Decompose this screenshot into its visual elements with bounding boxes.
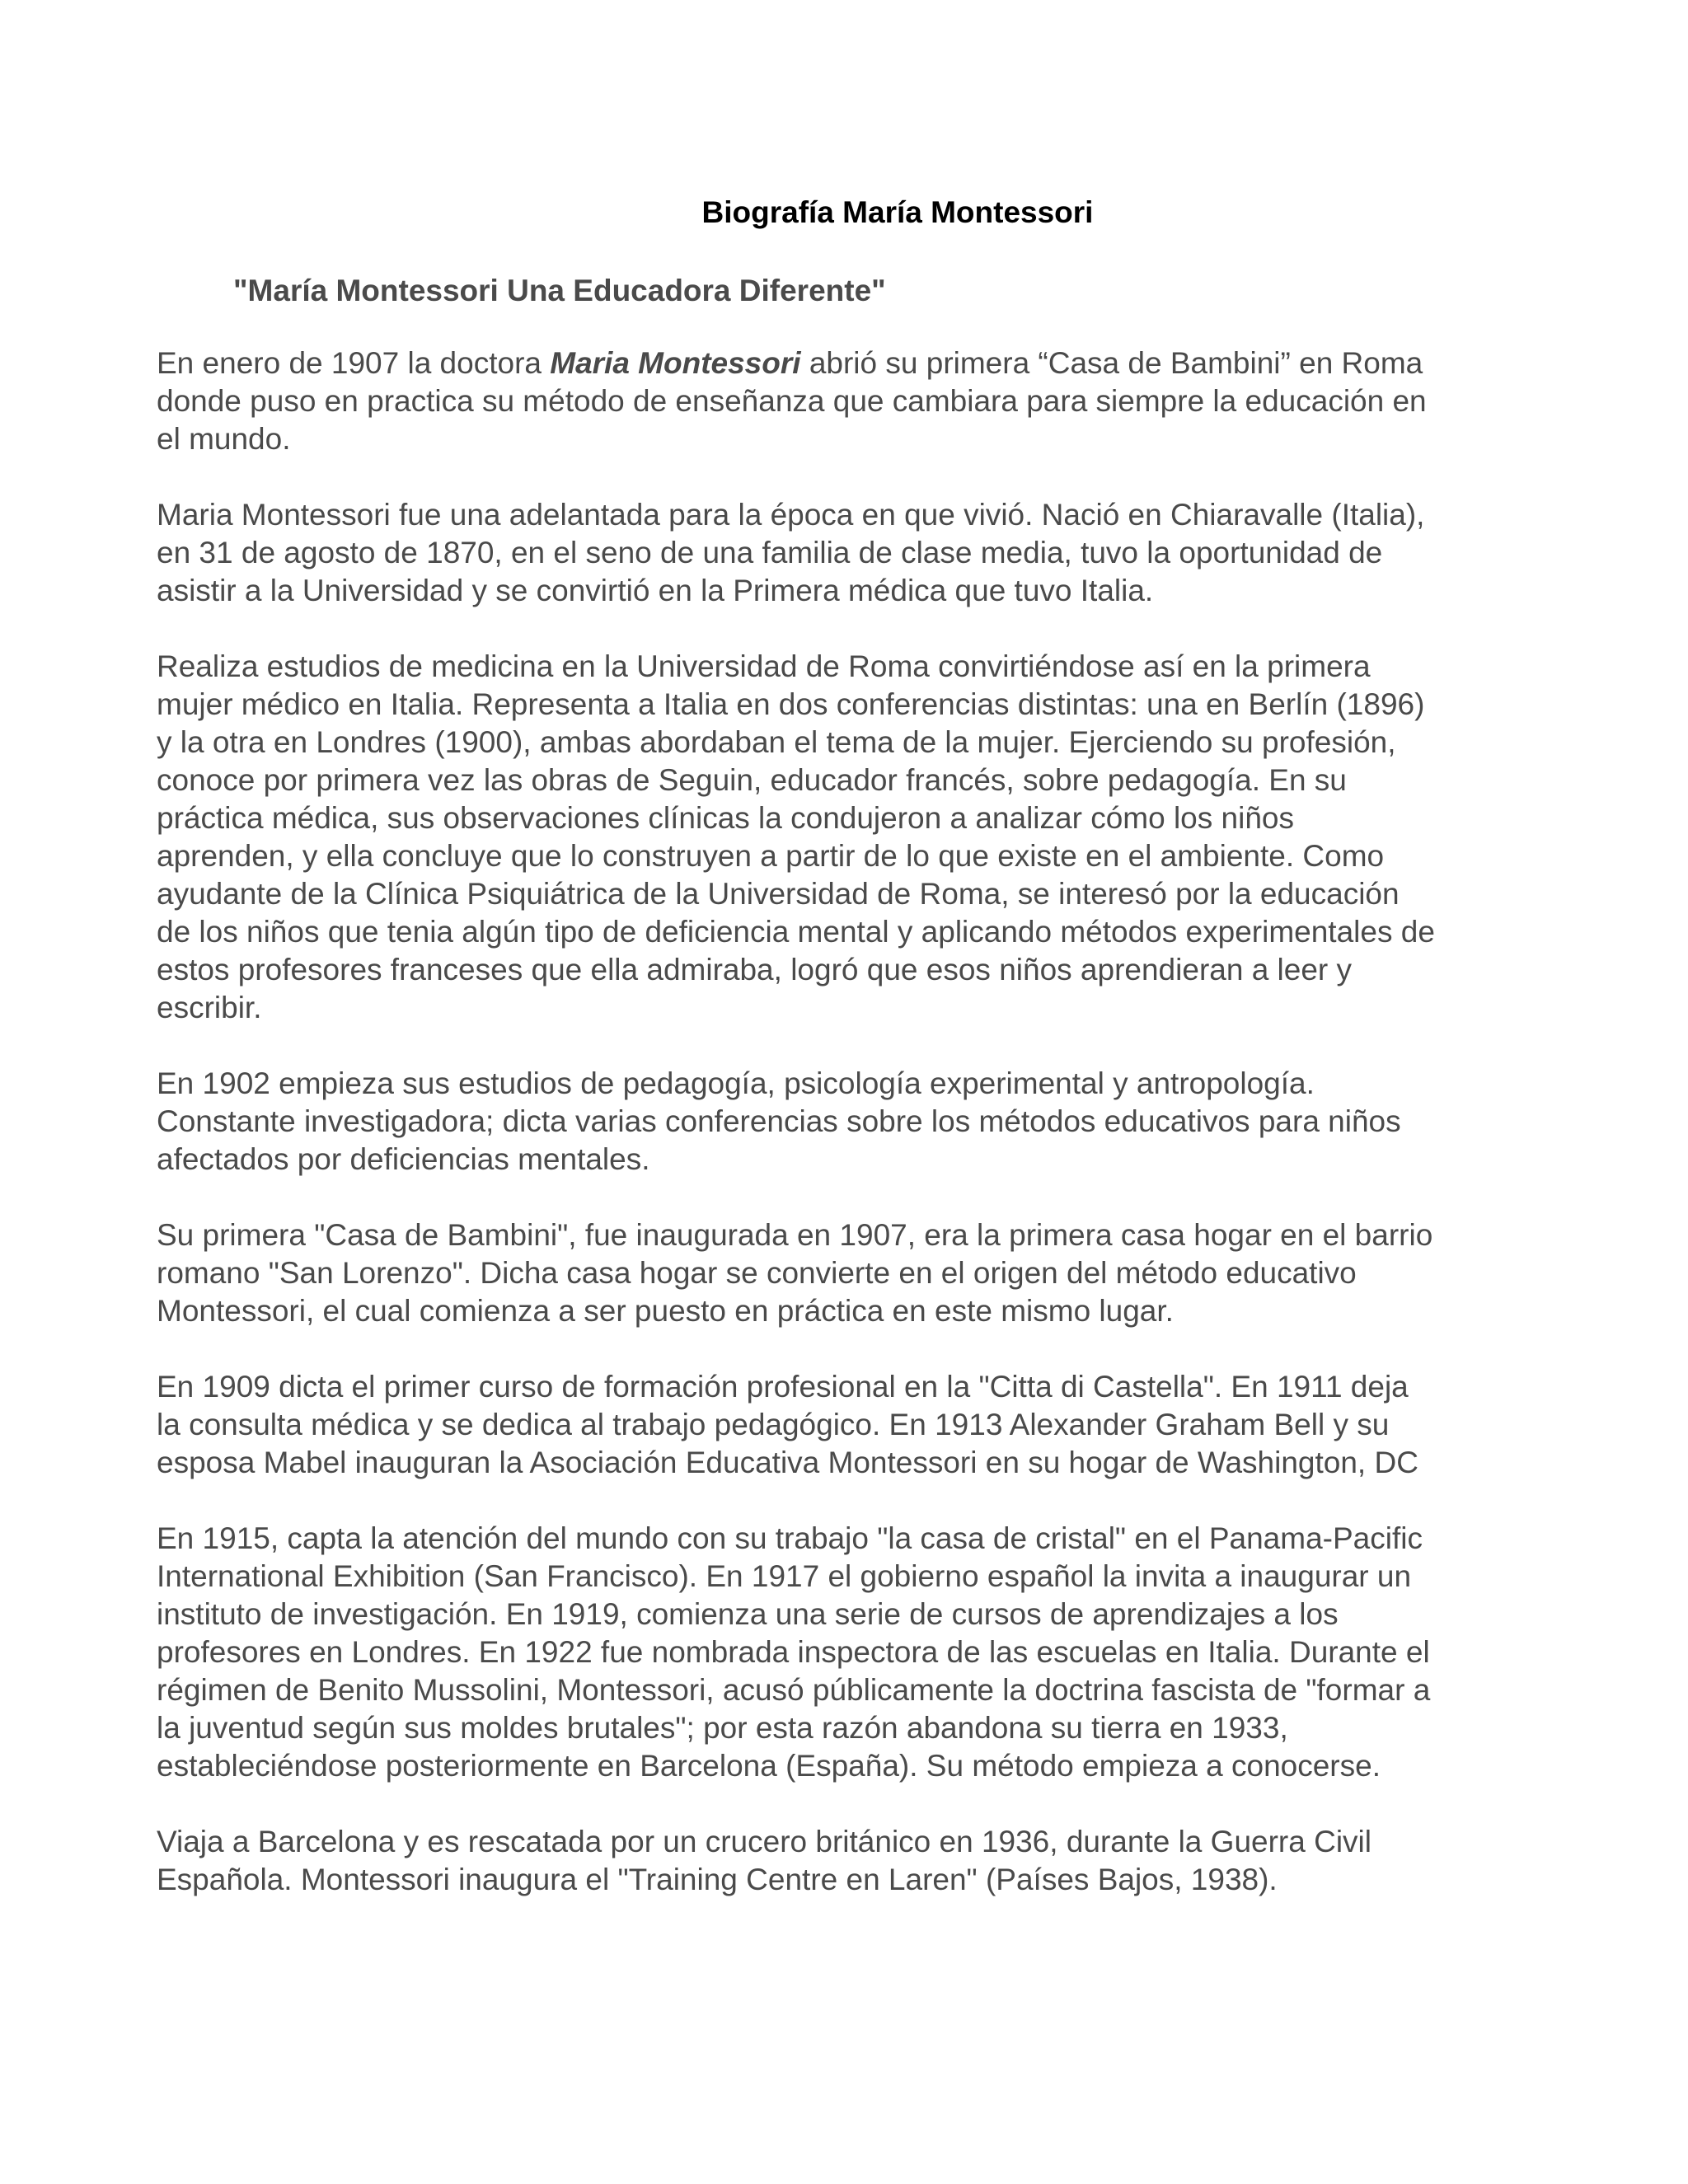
paragraph-line: En 1909 dicta el primer curso de formación profesional en la "Citta di Castella". En 1911 deja — [157, 1370, 1409, 1404]
paragraph-line: estableciéndose posteriormente en Barcelona (España). Su método empieza a conocerse. — [157, 1749, 1381, 1783]
paragraph-line: Su primera "Casa de Bambini", fue inaugurada en 1907, era la primera casa hogar en el barrio — [157, 1218, 1433, 1252]
document-body — [157, 344, 1541, 1937]
paragraph-line: en 31 de agosto de 1870, en el seno de una familia de clase media, tuvo la oportunidad de — [157, 536, 1383, 569]
paragraph-line: estos profesores franceses que ella admiraba, logró que esos niños aprendieran a leer y — [157, 953, 1353, 987]
paragraph-8 — [157, 1823, 1541, 1899]
paragraph-line: práctica médica, sus observaciones clínicas la condujeron a analizar cómo los niños — [157, 801, 1294, 835]
paragraph-line: Constante investigadora; dicta varias conferencias sobre los métodos educativos para niños — [157, 1104, 1401, 1138]
page-subtitle: "María Montessori Una Educadora Diferente" — [233, 274, 886, 307]
paragraph-4 — [157, 1065, 1541, 1179]
paragraph-3 — [157, 648, 1541, 1027]
paragraph-line: afectados por deficiencias mentales. — [157, 1142, 650, 1176]
paragraph-line: Realiza estudios de medicina en la Universidad de Roma convirtiéndose así en la primera — [157, 649, 1371, 683]
paragraph-line: profesores en Londres. En 1922 fue nombrada inspectora de las escuelas en Italia. Durante el — [157, 1635, 1430, 1669]
paragraph-line: Española. Montessori inaugura el "Training Centre en Laren" (Países Bajos, 1938). — [157, 1863, 1278, 1896]
paragraph-line: asistir a la Universidad y se convirtió en la Primera médica que tuvo Italia. — [157, 574, 1154, 607]
paragraph-line: mujer médico en Italia. Representa a Italia en dos conferencias distintas: una en Berlín (1896) — [157, 687, 1425, 721]
paragraph-line: Montessori, el cual comienza a ser puesto en práctica en este mismo lugar. — [157, 1294, 1174, 1328]
paragraph-line: escribir. — [157, 991, 262, 1024]
paragraph-line: la juventud según sus moldes brutales"; por esta razón abandona su tierra en 1933, — [157, 1711, 1288, 1745]
paragraph-line: régimen de Benito Mussolini, Montessori, acusó públicamente la doctrina fascista de "formar a — [157, 1673, 1431, 1707]
paragraph-1-line-1: En enero de 1907 la doctora Maria Montessori abrió su primera “Casa de Bambini” en Roma — [157, 346, 1423, 380]
paragraph-line: romano "San Lorenzo". Dicha casa hogar se convierte en el origen del método educativo — [157, 1256, 1357, 1290]
paragraph-5 — [157, 1216, 1541, 1330]
emphasized-name: Maria Montessori — [550, 346, 801, 380]
paragraph-6 — [157, 1368, 1541, 1482]
paragraph-line: ayudante de la Clínica Psiquiátrica de la Universidad de Roma, se interesó por la educación — [157, 877, 1400, 911]
paragraph-line: En 1902 empieza sus estudios de pedagogía, psicología experimental y antropología. — [157, 1066, 1315, 1100]
page-title: Biografía María Montessori — [701, 195, 1094, 229]
paragraph-line: Maria Montessori fue una adelantada para la época en que vivió. Nació en Chiaravalle (Italia), — [157, 498, 1425, 532]
paragraph-line: conoce por primera vez las obras de Seguin, educador francés, sobre pedagogía. En su — [157, 763, 1347, 797]
paragraph-line: y la otra en Londres (1900), ambas abordaban el tema de la mujer. Ejerciendo su profesión, — [157, 725, 1396, 759]
paragraph-line: Viaja a Barcelona y es rescatada por un crucero británico en 1936, durante la Guerra Civil — [157, 1825, 1372, 1858]
paragraph-line: En 1915, capta la atención del mundo con su trabajo "la casa de cristal" en el Panama-Pacific — [157, 1521, 1423, 1555]
paragraph-line: la consulta médica y se dedica al trabajo pedagógico. En 1913 Alexander Graham Bell y su — [157, 1408, 1390, 1441]
paragraph-1-line-2: donde puso en practica su método de enseñanza que cambiara para siempre la educación en — [157, 384, 1427, 418]
paragraph-7 — [157, 1520, 1541, 1785]
paragraph-2 — [157, 496, 1541, 610]
paragraph-line: instituto de investigación. En 1919, comienza una serie de cursos de aprendizajes a los — [157, 1597, 1339, 1631]
paragraph-1 — [157, 344, 1541, 458]
paragraph-line: International Exhibition (San Francisco). En 1917 el gobierno español la invita a inaugurar un — [157, 1559, 1412, 1593]
paragraph-line: esposa Mabel inauguran la Asociación Educativa Montessori en su hogar de Washington, DC — [157, 1446, 1418, 1479]
paragraph-1-line-3: el mundo. — [157, 422, 291, 456]
paragraph-line: aprenden, y ella concluye que lo construyen a partir de lo que existe en el ambiente. Como — [157, 839, 1385, 873]
paragraph-line: de los niños que tenia algún tipo de deficiencia mental y aplicando métodos experimentales de — [157, 915, 1435, 949]
